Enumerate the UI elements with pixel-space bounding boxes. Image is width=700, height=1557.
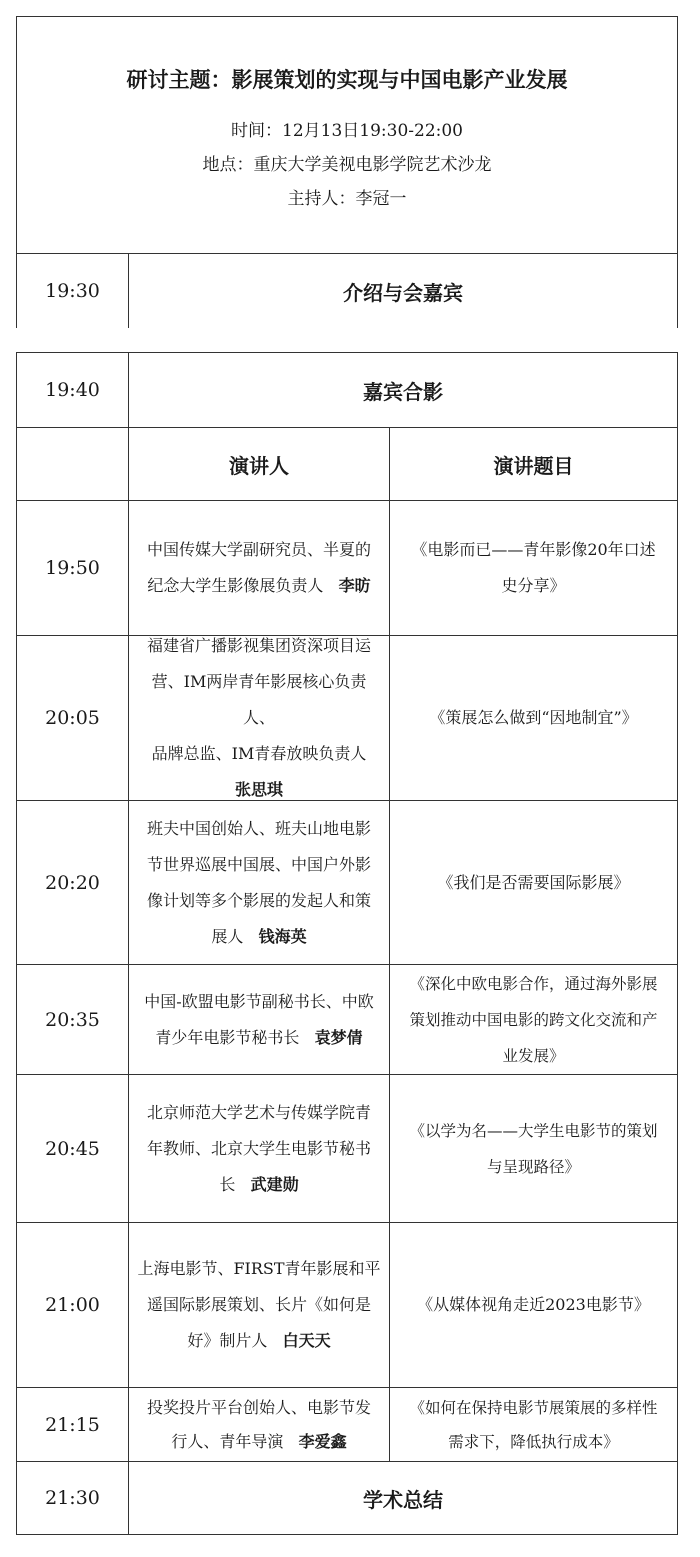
- photo-time: 19:40: [45, 379, 100, 401]
- speaker-desc: 遥国际影展策划、长片《如何是: [146, 1295, 371, 1314]
- page-title: 研讨主题：影展策划的实现与中国电影产业发展: [126, 67, 568, 92]
- topic-text: 《从媒体视角走近2023电影节》: [417, 1295, 650, 1314]
- topic-text: 史分享》: [501, 576, 566, 595]
- speaker-name: 钱海英: [258, 926, 307, 946]
- row-time: 21:00: [45, 1294, 100, 1316]
- speaker-desc: 班夫中国创始人、班夫山地电影: [146, 818, 371, 838]
- row-time: 20:05: [45, 707, 100, 729]
- speaker-name: 武建勋: [250, 1174, 299, 1194]
- photo-label: 嘉宾合影: [363, 379, 443, 404]
- speaker-desc: 年教师、北京大学生电影节秘书: [146, 1138, 371, 1158]
- speaker-desc: 行人、青年导演: [171, 1431, 284, 1451]
- speaker-desc: 长: [219, 1174, 236, 1194]
- speaker-cell: [129, 1075, 389, 1222]
- header-block: [17, 40, 677, 240]
- topic-cell: [390, 1388, 677, 1461]
- topic-text: 需求下，降低执行成本》: [448, 1432, 619, 1451]
- topic-cell: [390, 1223, 677, 1387]
- speaker-name: 李昉: [338, 576, 371, 595]
- topic-cell: [390, 636, 677, 800]
- event-time: 时间：12月13日19:30-22:00: [231, 121, 463, 141]
- speaker-desc: 北京师范大学艺术与传媒学院青: [146, 1102, 371, 1122]
- speaker-name: 袁梦倩: [314, 1027, 363, 1047]
- speaker-desc: 纪念大学生影像展负责人: [147, 576, 324, 595]
- topic-text: 《如何在保持电影节展策展的多样性: [409, 1398, 658, 1417]
- speaker-desc: 中国传媒大学副研究员、半夏的: [146, 540, 371, 559]
- topic-text: 策划推动中国电影的跨文化交流和产: [409, 1010, 658, 1029]
- topic-text: 《策展怎么做到“因地制宜”》: [429, 708, 638, 727]
- speaker-cell: [129, 1223, 389, 1387]
- topic-cell: [390, 801, 677, 964]
- summary-time: 21:30: [45, 1487, 100, 1509]
- topic-cell: [390, 501, 677, 635]
- speaker-desc: 展人: [211, 926, 244, 946]
- speaker-desc: 投奖投片平台创始人、电影节发: [146, 1397, 371, 1417]
- speaker-column-header: 演讲人: [229, 453, 289, 478]
- speaker-desc: 上海电影节、FIRST青年影展和平: [137, 1259, 381, 1278]
- topic-text: 《我们是否需要国际影展》: [437, 872, 630, 892]
- speaker-desc: 品牌总监、IM青春放映负责人: [151, 744, 367, 763]
- speaker-cell: [129, 636, 389, 800]
- topic-text: 业发展》: [502, 1046, 565, 1065]
- speaker-desc: 中国-欧盟电影节副秘书长、中欧: [144, 991, 374, 1011]
- topic-cell: [390, 965, 677, 1074]
- speaker-name: 李爱鑫: [298, 1431, 347, 1451]
- speaker-cell: [129, 965, 389, 1074]
- speaker-desc: 节世界巡展中国展、中国户外影: [146, 854, 371, 874]
- intro-time: 19:30: [45, 280, 100, 302]
- speaker-cell: [129, 801, 389, 964]
- topic-column-header: 演讲题目: [493, 453, 574, 478]
- topic-cell: [390, 1075, 677, 1222]
- row-time: 20:45: [45, 1137, 100, 1160]
- row-time: 20:35: [45, 1008, 100, 1031]
- speaker-cell: [129, 501, 389, 635]
- row-time: 19:50: [45, 557, 100, 579]
- intro-label: 介绍与会嘉宾: [343, 280, 463, 305]
- row-time: 21:15: [45, 1413, 100, 1436]
- topic-text: 《以学为名——大学生电影节的策划: [409, 1121, 658, 1140]
- event-host: 主持人：李冠一: [287, 189, 407, 209]
- speaker-name: 白天天: [282, 1331, 331, 1350]
- topic-text: 与呈现路径》: [486, 1157, 580, 1176]
- summary-label: 学术总结: [363, 1487, 443, 1512]
- event-location: 地点：重庆大学美视电影学院艺术沙龙: [202, 155, 492, 175]
- speaker-cell: [129, 1388, 389, 1461]
- topic-text: 《深化中欧电影合作，通过海外影展: [409, 974, 658, 993]
- speaker-desc: 营、IM两岸青年影展核心负责人、: [151, 672, 367, 727]
- speaker-desc: 青少年电影节秘书长: [155, 1027, 300, 1047]
- speaker-desc: 像计划等多个影展的发起人和策: [146, 890, 371, 910]
- speaker-desc: 好》制片人: [187, 1331, 268, 1350]
- topic-text: 《电影而已——青年影像20年口述: [411, 540, 656, 559]
- speaker-name: 张思琪: [234, 780, 283, 799]
- row-time: 20:20: [45, 871, 100, 894]
- speaker-desc: 福建省广播影视集团资深项目运: [146, 636, 371, 655]
